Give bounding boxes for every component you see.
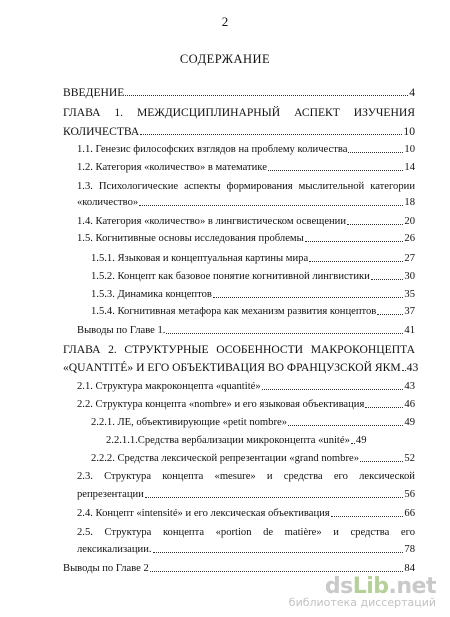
toc-entry-chapter1-line1[interactable]: ГЛАВА 1. МЕЖДИСЦИПЛИНАРНЫЙ АСПЕКТ ИЗУЧЕНИЯ [63,106,415,119]
toc-entry-1-5-1[interactable]: 1.5.1. Языковая и концептуальная картины мира 27 [91,253,415,264]
toc-entry-intro[interactable]: ВВЕДЕНИЕ 4 [63,86,415,99]
toc-entry-2-3-line1[interactable]: 2.3. Структура концепта «mesure» и средства его лексической [77,471,415,482]
toc-entry-1-3-line2[interactable]: «количество» 18 [77,197,415,208]
toc-entry-1-5-2[interactable]: 1.5.2. Концепт как базовое понятие когнитивной лингвистики 30 [91,271,415,282]
toc-entry-1-4[interactable]: 1.4. Категория «количество» в лингвистическом освещении 20 [77,216,415,227]
toc-entry-2-5-line1[interactable]: 2.5. Структура концепта «portion de matière» и средства его [77,527,415,538]
toc-entry-chapter1-line2[interactable]: КОЛИЧЕСТВА 10 [63,125,415,138]
toc-entry-chapter2-line1[interactable]: ГЛАВА 2. СТРУКТУРНЫЕ ОСОБЕННОСТИ МАКРОКОНЦЕПТА [63,343,415,356]
toc-entry-1-5-3[interactable]: 1.5.3. Динамика концептов 35 [91,289,415,300]
watermark-logo: dsLib.net [324,574,436,599]
toc-entry-2-2-2[interactable]: 2.2.2. Средства лексической репрезентации «grand nombre» 52 [91,453,415,464]
toc-entry-1-3-line1[interactable]: 1.3. Психологические аспекты формирования мыслительной категории [77,181,415,192]
watermark-caption: библиотека диссертаций [288,596,436,609]
page-number: 2 [221,14,229,29]
toc-entry-2-2-1-1[interactable]: 2.2.1.1.Средства вербализации микроконцепта «unité» 49 [106,435,367,446]
toc-entry-1-2[interactable]: 1.2. Категория «количество» в математике 14 [77,162,415,173]
toc-title: СОДЕРЖАНИЕ [179,52,271,66]
toc-entry-2-5-line2[interactable]: лексикализации. 78 [77,544,415,555]
toc-entry-1-5-4[interactable]: 1.5.4. Когнитивная метафора как механизм развития концептов 37 [91,306,415,317]
toc-entry-2-4[interactable]: 2.4. Концепт «intensité» и его лексическая объективация 66 [77,508,415,519]
toc-entry-2-2-1[interactable]: 2.2.1. ЛЕ, объективирующие «petit nombre» 49 [91,417,415,428]
toc-entry-conclusions-1[interactable]: Выводы по Главе 1. 41 [77,325,415,336]
toc-entry-2-2[interactable]: 2.2. Структура концепта «nombre» и его языковая объективация 46 [77,399,415,410]
toc-entry-chapter2-line2[interactable]: «QUANTITÉ» И ЕГО ОБЪЕКТИВАЦИЯ ВО ФРАНЦУЗСКОЙ ЯКМ 43 [63,361,419,374]
watermark [289,574,436,609]
toc-entry-2-3-line2[interactable]: репрезентации 56 [77,489,415,500]
toc-entry-1-1[interactable]: 1.1. Генезис философских взглядов на проблему количества 10 [77,144,415,155]
toc-entry-1-5[interactable]: 1.5. Когнитивные основы исследования проблемы 26 [77,233,415,244]
toc-entry-conclusions-2[interactable]: Выводы по Главе 2 84 [63,563,415,574]
toc-entry-2-1[interactable]: 2.1. Структура макроконцепта «quantité» 43 [77,381,415,392]
